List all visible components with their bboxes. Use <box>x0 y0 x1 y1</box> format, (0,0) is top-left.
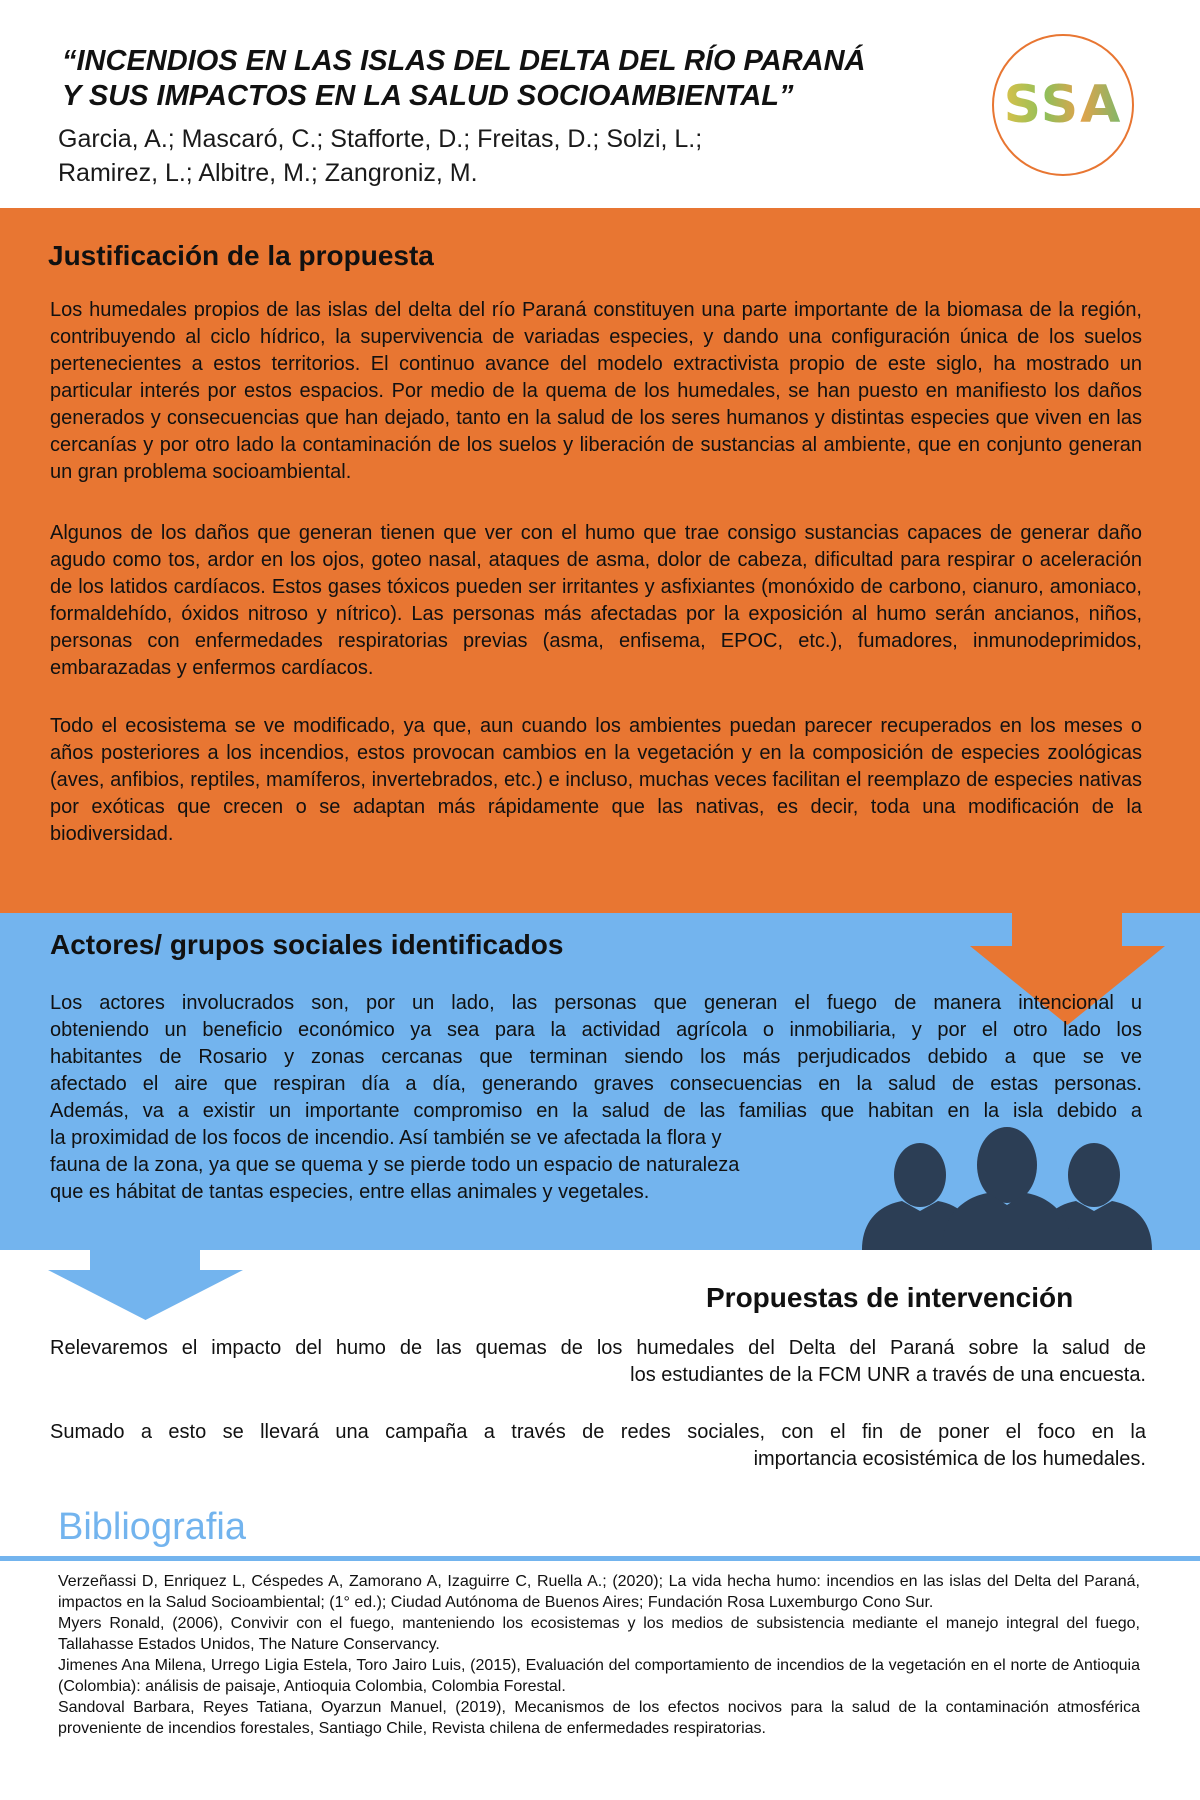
justification-title: Justificación de la propuesta <box>48 240 434 271</box>
authors-line-2: Ramirez, L.; Albitre, M.; Zangroniz, M. <box>58 159 478 187</box>
proposals-p2-line-2: importancia ecosistémica de los humedales. <box>753 1448 1146 1470</box>
authors-line-1: Garcia, A.; Mascaró, C.; Stafforte, D.; Freitas, D.; Solzi, L.; <box>58 125 703 153</box>
bibliography-item: Sandoval Barbara, Reyes Tatiana, Oyarzun Manuel, (2019), Mecanismos de los efectos nocivos para la salud de la contaminación atmosférica proveniente de incendios forestales, Santiago Chile, Revista chilena de enfermedades respiratorias. <box>58 1699 1140 1737</box>
bibliography-divider <box>0 1556 1200 1561</box>
actors-line-3: habitantes de Rosario y zonas cercanas que terminan siendo los más perjudicados debido a que se ve <box>50 1046 1142 1068</box>
actors-title: Actores/ grupos sociales identificados <box>50 929 564 960</box>
bibliography-list <box>58 1571 1140 1739</box>
bibliography-item: Myers Ronald, (2006), Convivir con el fuego, manteniendo los ecosistemas y los medios de subsistencia mediante el manejo integral del fuego, Tallahasse Estados Unidos, The Nature Conservancy. <box>58 1615 1140 1653</box>
actors-line-2: obteniendo un beneficio económico ya sea para la actividad agrícola o inmobiliaria, y por el otro lado los <box>50 1019 1142 1041</box>
bibliography-title: Bibliografia <box>58 1506 246 1548</box>
proposals-p1-line-1: Relevaremos el impacto del humo de las quemas de los humedales del Delta del Paraná sobre la salud de <box>50 1337 1146 1359</box>
ssa-logo-text: SSA <box>1003 75 1123 135</box>
proposals-title: Propuestas de intervención <box>706 1282 1074 1313</box>
proposals-paragraph-2 <box>50 1419 1146 1473</box>
justification-paragraph-2: Algunos de los daños que generan tienen que ver con el humo que trae consigo sustancias capaces de generar daño agudo como tos, ardor en los ojos, goteo nasal, ataques de asma, dolor de cabeza, dificultad para respirar o aceleración de los latidos cardíacos. Estos gases tóxicos pueden ser irritantes y asfixiantes (monóxido de carbono, cianuro, amoniaco, formaldehído, óxidos nitroso y nítrico). Las personas más afectadas por la exposición al humo serán ancianos, niños, personas con enfermedades respiratorias previas (asma, enfisema, EPOC, etc.), fumadores, inmunodeprimidos, embarazadas y enfermos cardíacos. <box>50 522 1142 679</box>
bibliography-item: Verzeñassi D, Enriquez L, Céspedes A, Zamorano A, Izaguirre C, Ruella A.; (2020); La vida hecha humo: incendios en las islas del Delta del Paraná, impactos en la Salud Socioambiental; (1° ed.); Ciudad Autónoma de Buenos Aires; Fundación Rosa Luxemburgo Cono Sur. <box>58 1573 1140 1611</box>
actors-line-1: Los actores involucrados son, por un lado, las personas que generan el fuego de manera intencional u <box>50 992 1142 1014</box>
arrow-down-icon <box>48 1250 243 1320</box>
actors-line-4: afectado el aire que respiran día a día, generando graves consecuencias en la salud de estas personas. <box>50 1073 1142 1095</box>
actors-line-8: que es hábitat de tantas especies, entre ellas animales y vegetales. <box>50 1181 650 1203</box>
proposals-paragraph-1 <box>50 1335 1146 1389</box>
actors-line-6: la proximidad de los focos de incendio. Así también se ve afectada la flora y <box>50 1127 722 1149</box>
proposals-p2-line-1: Sumado a esto se llevará una campaña a través de redes sociales, con el fin de poner el foco en la <box>50 1421 1146 1443</box>
justification-paragraph-3: Todo el ecosistema se ve modificado, ya que, aun cuando los ambientes puedan parecer recuperados en los meses o años posteriores a los incendios, estos provocan cambios en la vegetación y en la composición de especies zoológicas (aves, anfibios, reptiles, mamíferos, invertebrados, etc.) e incluso, muchas veces facilitan el reemplazo de especies nativas por exóticas que crecen o se adaptan más rápidamente que las nativas, es decir, toda una modificación de la biodiversidad. <box>50 715 1142 845</box>
actors-line-5: Además, va a existir un importante compromiso en la salud de las familias que habitan en la isla debido a <box>50 1100 1142 1122</box>
justification-paragraph-1: Los humedales propios de las islas del delta del río Paraná constituyen una parte importante de la biomasa de la región, contribuyendo al ciclo hídrico, la supervivencia de variadas especies, y dando una configuración única de los suelos pertenecientes a estos territorios. El continuo avance del modelo extractivista propio de este siglo, ha mostrado un particular interés por estos espacios. Por medio de la quema de los humedales, se han puesto en manifiesto los daños generados y consecuencias que han dejado, tanto en la salud de los seres humanos y distintas especies que viven en las cercanías y por otro lado la contaminación de los suelos y liberación de sustancias al ambiente, que en conjunto generan un gran problema socioambiental. <box>50 299 1142 483</box>
people-silhouette-icon <box>862 1125 1152 1250</box>
poster-title <box>62 44 992 114</box>
proposals-p1-line-2: los estudiantes de la FCM UNR a través de una encuesta. <box>630 1364 1146 1386</box>
actors-line-7: fauna de la zona, ya que se quema y se pierde todo un espacio de naturaleza <box>50 1154 740 1176</box>
bibliography-item: Jimenes Ana Milena, Urrego Ligia Estela, Toro Jairo Luis, (2015), Evaluación del comportamiento de incendios de la vegetación en el norte de Antioquia (Colombia): análisis de paisaje, Antioquia Colombia, Colombia Forestal. <box>58 1657 1140 1695</box>
poster-title-line-2: Y SUS IMPACTOS EN LA SALUD SOCIOAMBIENTAL” <box>62 80 794 112</box>
poster-title-line-1: “INCENDIOS EN LAS ISLAS DEL DELTA DEL RÍO PARANÁ <box>62 45 866 77</box>
ssa-logo <box>992 34 1134 176</box>
authors <box>58 122 958 190</box>
